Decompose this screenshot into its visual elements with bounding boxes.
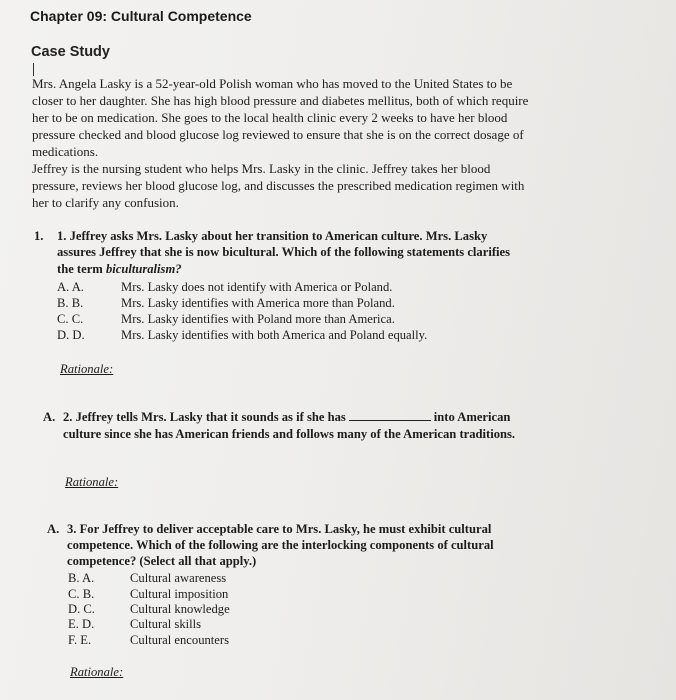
- rationale-label: Rationale:: [65, 475, 119, 489]
- option-text: Mrs. Lasky identifies with Poland more than America.: [121, 312, 395, 326]
- question-stem-part: 2. Jeffrey tells Mrs. Lasky that it sounds as if she has: [63, 410, 346, 424]
- option-text: Cultural imposition: [130, 587, 229, 601]
- option-letter: C. B.: [68, 587, 95, 601]
- question-stem-line: 1. Jeffrey asks Mrs. Lasky about her transition to American culture. Mrs. Lasky: [57, 229, 488, 243]
- option-letter: A. A.: [57, 280, 84, 294]
- answer-blank: [349, 409, 431, 421]
- question-stem-part: into American: [433, 410, 511, 424]
- option-letter: D. C.: [68, 602, 95, 616]
- case-paragraph-line: her to clarify any confusion.: [32, 195, 179, 210]
- case-paragraph-line: pressure, reviews her blood glucose log, and discusses the prescribed medication regimen with: [32, 178, 525, 193]
- question-stem-line: 3. For Jeffrey to deliver acceptable care to Mrs. Lasky, he must exhibit cultural: [67, 522, 492, 536]
- rationale-label: Rationale:: [60, 362, 114, 376]
- case-paragraph-line: Mrs. Angela Lasky is a 52-year-old Polish woman who has moved to the United States to be: [32, 76, 513, 91]
- option-letter: C. C.: [57, 312, 84, 326]
- option-text: Cultural encounters: [130, 633, 229, 647]
- option-text: Mrs. Lasky does not identify with America or Poland.: [121, 280, 393, 294]
- case-paragraph-line: closer to her daughter. She has high blood pressure and diabetes mellitus, both of which require: [32, 93, 529, 108]
- case-paragraph-line: pressure checked and blood glucose log reviewed to ensure that she is on the correct dosage of: [32, 127, 524, 142]
- question-stem-prefix: the term: [57, 262, 106, 276]
- option-text: Mrs. Lasky identifies with America more than Poland.: [121, 296, 395, 310]
- question-stem-line: [63, 409, 510, 426]
- option-letter: D. D.: [57, 328, 85, 342]
- question-number: A.: [43, 410, 56, 424]
- option-text: Cultural awareness: [130, 571, 227, 585]
- option-letter: B. A.: [68, 571, 95, 585]
- chapter-title: Chapter 09: Cultural Competence: [30, 8, 252, 24]
- question-stem-line: competence? (Select all that apply.): [67, 554, 257, 568]
- option-letter: E. D.: [68, 617, 95, 631]
- case-paragraph-line: Jeffrey is the nursing student who helps Mrs. Lasky in the clinic. Jeffrey takes her blood: [32, 161, 491, 176]
- case-study-title: Case Study: [31, 44, 110, 60]
- case-paragraph-line: medications.: [32, 144, 99, 159]
- option-text: Mrs. Lasky identifies with both America and Poland equally.: [121, 328, 428, 342]
- rationale-label: Rationale:: [70, 665, 124, 679]
- question-number: 1.: [34, 229, 44, 243]
- option-letter: F. E.: [68, 633, 92, 647]
- case-paragraph-line: her to be on medication. She goes to the local health clinic every 2 weeks to have her blood: [32, 110, 508, 125]
- question-stem-term: biculturalism?: [105, 262, 182, 276]
- option-letter: B. B.: [57, 296, 84, 310]
- question-stem-line: competence. Which of the following are the interlocking components of cultural: [67, 538, 494, 552]
- option-text: Cultural skills: [130, 617, 202, 631]
- option-text: Cultural knowledge: [130, 602, 230, 616]
- question-stem-line: [57, 261, 182, 278]
- question-stem-line: assures Jeffrey that she is now bicultural. Which of the following statements clarifies: [57, 245, 510, 259]
- question-stem-line: culture since she has American friends and follows many of the American traditions.: [63, 427, 516, 441]
- question-number: A.: [47, 522, 60, 536]
